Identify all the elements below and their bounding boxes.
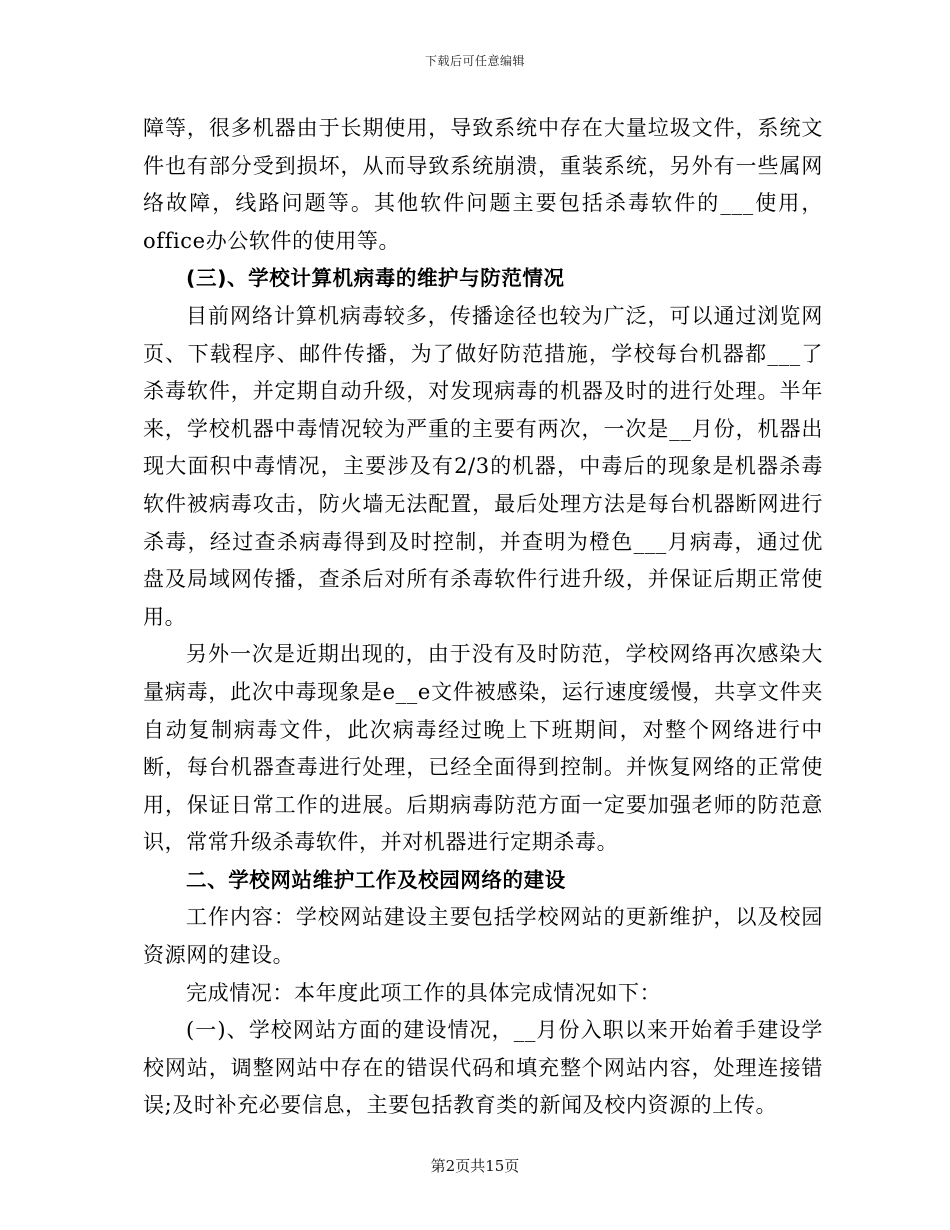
- paragraph-continuation: 障等，很多机器由于长期使用，导致系统中存在大量垃圾文件，系统文件也有部分受到损坏，从而导致系统崩溃，重装系统，另外有一些属网络故障，线路问题等。其他软件问题主要包括杀毒软件的___使用，office办公软件的使用等。: [143, 116, 823, 253]
- paragraph-work-content: 工作内容：学校网站建设主要包括学校网站的更新维护，以及校园资源网的建设。: [143, 905, 823, 968]
- header-note: 下载后可任意编辑: [424, 54, 525, 68]
- paragraph-website-building: (一)、学校网站方面的建设情况，__月份入职以来开始着手建设学校网站，调整网站中存在的错误代码和填充整个网站内容，处理连接错误;及时补充必要信息，主要包括教育类的新闻及校内资源的上传。: [143, 1018, 823, 1118]
- page-number: 第2页共15页: [430, 1157, 520, 1175]
- document-body: [143, 110, 823, 1125]
- section-heading-virus: (三)、学校计算机病毒的维护与防范情况: [186, 266, 565, 291]
- paragraph-completion: 完成情况：本年度此项工作的具体完成情况如下：: [186, 980, 662, 1005]
- paragraph-virus-second: 另外一次是近期出现的，由于没有及时防范，学校网络再次感染大量病毒，此次中毒现象是e__e文件被感染，运行速度缓慢，共享文件夹自动复制病毒文件，此次病毒经过晚上下班期间，对整个网络进行中断，每台机器查毒进行处理，已经全面得到控制。并恢复网络的正常使用，保证日常工作的进展。后期病毒防范方面一定要加强老师的防范意识，常常升级杀毒软件，并对机器进行定期杀毒。: [143, 642, 823, 855]
- paragraph-virus-overview: 目前网络计算机病毒较多，传播途径也较为广泛，可以通过浏览网页、下载程序、邮件传播，为了做好防范措施，学校每台机器都___了杀毒软件，并定期自动升级，对发现病毒的机器及时的进行处理。半年来，学校机器中毒情况较为严重的主要有两次，一次是__月份，机器出现大面积中毒情况，主要涉及有2/3的机器，中毒后的现象是机器杀毒软件被病毒攻击，防火墙无法配置，最后处理方法是每台机器断网进行杀毒，经过查杀病毒得到及时控制，并查明为橙色___月病毒，通过优盘及局域网传播，查杀后对所有杀毒软件行进升级，并保证后期正常使用。: [143, 303, 823, 629]
- section-heading-website: 二、学校网站维护工作及校园网络的建设: [186, 867, 566, 892]
